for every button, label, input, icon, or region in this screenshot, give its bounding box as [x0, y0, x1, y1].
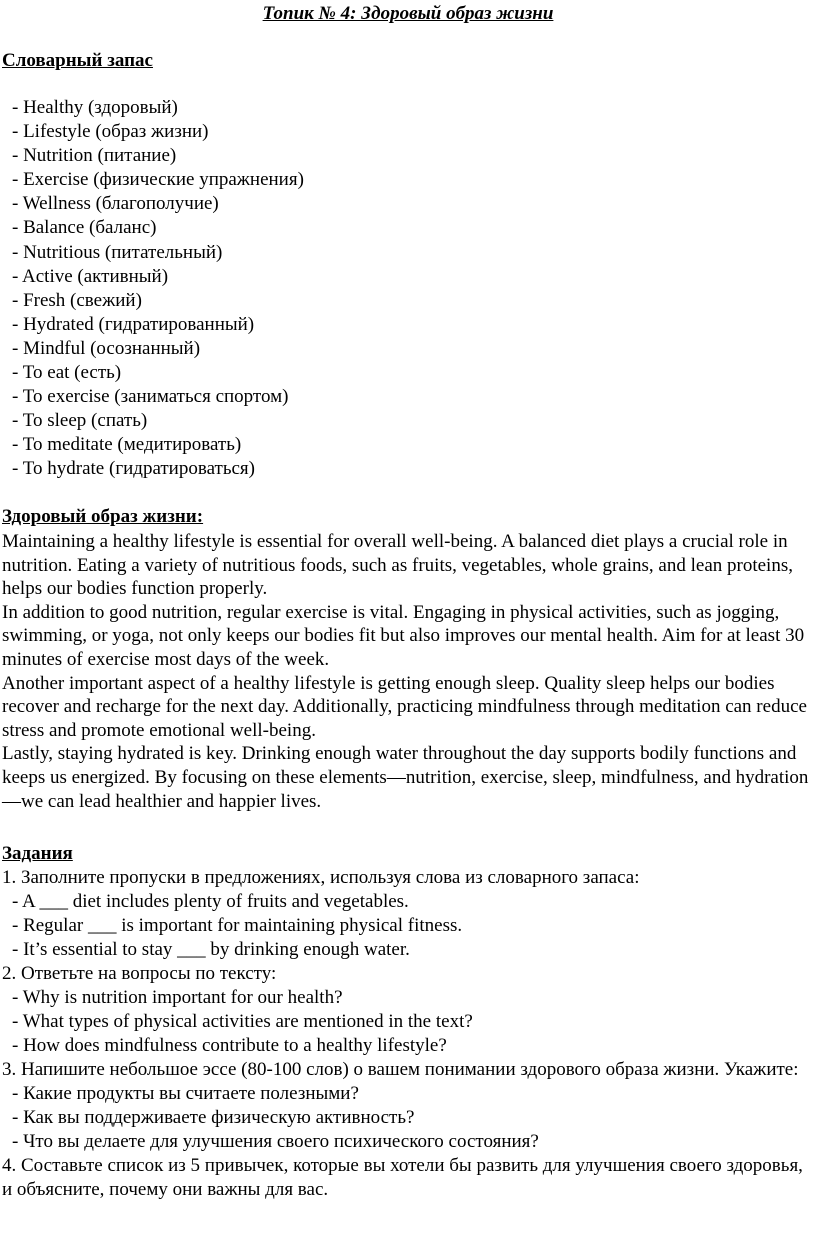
task-3: 3. Напишите небольшое эссе (80-100 слов) о вашем понимании здорового образа жизни. Укажите:: [2, 1059, 799, 1080]
vocabulary-item: - Wellness (благополучие): [12, 193, 219, 215]
task-item: - Regular ___ is important for maintaining physical fitness.: [12, 915, 463, 936]
task-item: - How does mindfulness contribute to a healthy lifestyle?: [12, 1035, 447, 1056]
vocabulary-item: - Nutritious (питательный): [12, 241, 223, 263]
task-item: - Какие продукты вы считаете полезными?: [12, 1083, 359, 1104]
task-item: - Why is nutrition important for our health?: [12, 987, 343, 1008]
task-item: - Как вы поддерживаете физическую активность?: [12, 1107, 415, 1128]
task-item: - Что вы делаете для улучшения своего психического состояния?: [12, 1131, 539, 1152]
vocabulary-item: - Lifestyle (образ жизни): [12, 121, 209, 143]
vocabulary-heading: Словарный запас: [2, 50, 153, 71]
vocabulary-item: - To hydrate (гидратироваться): [12, 458, 255, 480]
vocabulary-item: - To eat (есть): [12, 362, 122, 384]
text-paragraph: Maintaining a healthy lifestyle is essential for overall well-being. A balanced diet plays a crucial role in nutrition. Eating a variety of nutritious foods, such as fruits, vegetables, whole grains, and lean proteins, helps our bodies function properly.: [2, 531, 793, 600]
reading-text: [2, 530, 814, 813]
vocabulary-item: - Hydrated (гидратированный): [12, 313, 255, 335]
vocabulary-item: - Exercise (физические упражнения): [12, 169, 304, 191]
tasks-heading: Задания: [2, 843, 73, 864]
task-item: - What types of physical activities are mentioned in the text?: [12, 1011, 473, 1032]
vocabulary-item: - Mindful (осознанный): [12, 337, 201, 359]
text-paragraph: In addition to good nutrition, regular exercise is vital. Engaging in physical activities, such as jogging, swimming, or yoga, not only keeps our bodies fit but also improves our mental health. Aim for at least 30 minutes of exercise most days of the week.: [2, 601, 805, 670]
vocabulary-list: [12, 96, 304, 482]
vocabulary-item: - To sleep (спать): [12, 410, 148, 432]
text-paragraph: Lastly, staying hydrated is key. Drinking enough water throughout the day supports bodily functions and keeps us energized. By focusing on these elements—nutrition, exercise, sleep, mindfulness, and hydration—we can lead healthier and happier lives.: [2, 743, 809, 812]
vocabulary-item: - Active (активный): [12, 265, 169, 287]
text-heading: Здоровый образ жизни:: [2, 506, 204, 527]
vocabulary-item: - To meditate (медитировать): [12, 434, 242, 456]
page-title: Топик № 4: Здоровый образ жизни: [262, 3, 554, 24]
task-2: 2. Ответьте на вопросы по тексту:: [2, 963, 277, 984]
vocabulary-item: - To exercise (заниматься спортом): [12, 386, 289, 408]
vocabulary-item: - Nutrition (питание): [12, 145, 177, 167]
text-paragraph: Another important aspect of a healthy lifestyle is getting enough sleep. Quality sleep helps our bodies recover and recharge for the next day. Additionally, practicing mindfulness through meditation can reduce stress and promote emotional well-being.: [2, 672, 807, 741]
vocabulary-item: - Healthy (здоровый): [12, 97, 178, 118]
task-item: - A ___ diet includes plenty of fruits and vegetables.: [12, 891, 409, 912]
vocabulary-item: - Balance (баланс): [12, 217, 157, 239]
task-4: 4. Составьте список из 5 привычек, которые вы хотели бы развить для улучшения своего здоровья, и объясните, почему они важны для вас.: [2, 1155, 803, 1200]
tasks-list: [2, 866, 814, 1202]
vocabulary-item: - Fresh (свежий): [12, 289, 142, 311]
task-item: - It’s essential to stay ___ by drinking enough water.: [12, 939, 410, 960]
task-1: 1. Заполните пропуски в предложениях, используя слова из словарного запаса:: [2, 867, 640, 888]
